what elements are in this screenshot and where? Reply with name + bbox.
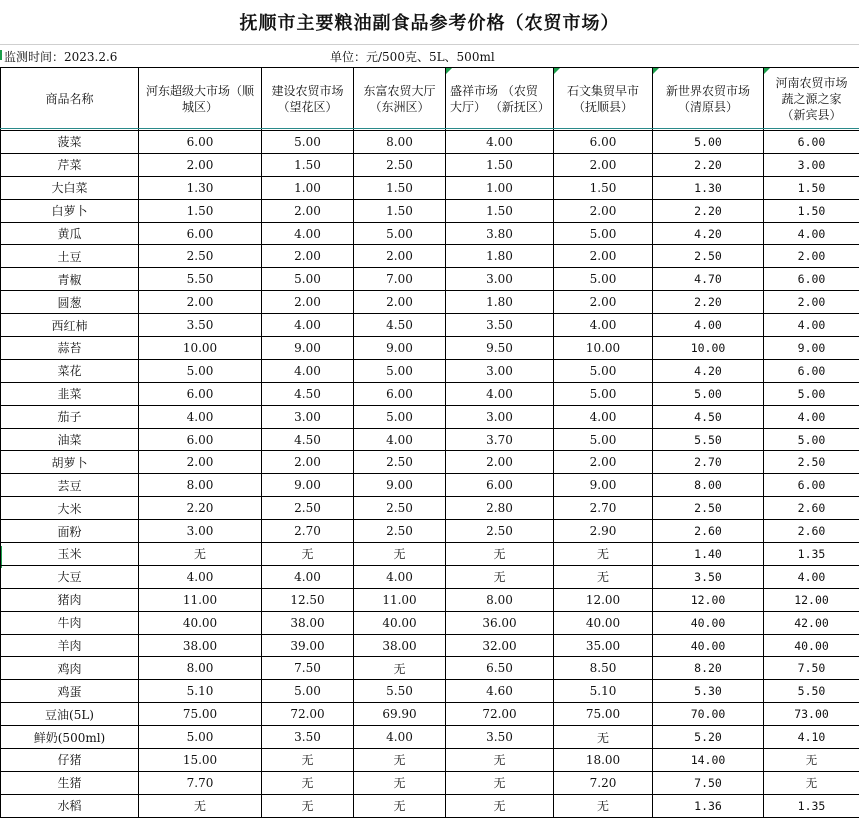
unit-label: 单位：元/500克、5L、500ml [330,50,495,64]
table-row [1,771,859,794]
price-cell: 2.00 [139,451,262,474]
price-cell: 3.00 [446,359,554,382]
price-cell: 40.00 [139,611,262,634]
table-row [1,199,859,222]
col-header-dongfu: 东富农贸大厅（东洲区） [354,68,446,131]
price-cell: 2.20 [653,153,764,176]
price-cell: 75.00 [139,703,262,726]
price-cell: 39.00 [262,634,354,657]
price-cell: 无 [554,543,653,566]
price-cell: 2.00 [554,199,653,222]
price-cell: 1.50 [262,153,354,176]
price-cell: 3.50 [446,314,554,337]
item-name-cell: 鲜奶(500ml) [1,726,139,749]
price-cell: 40.00 [653,611,764,634]
price-cell: 72.00 [262,703,354,726]
price-cell: 32.00 [446,634,554,657]
price-cell: 4.00 [262,314,354,337]
item-name-cell: 羊肉 [1,634,139,657]
price-cell: 11.00 [139,588,262,611]
price-cell: 无 [354,771,446,794]
price-cell: 5.00 [653,131,764,154]
item-name-cell: 大米 [1,497,139,520]
item-name-cell: 鸡蛋 [1,680,139,703]
table-row [1,382,859,405]
price-cell: 36.00 [446,611,554,634]
table-row [1,359,859,382]
price-cell: 无 [354,749,446,772]
price-cell: 40.00 [554,611,653,634]
price-cell: 7.50 [653,771,764,794]
price-cell: 2.60 [653,520,764,543]
price-cell: 3.00 [446,268,554,291]
col-header-xinshijie: 新世界农贸市场（清原县） [653,68,764,131]
price-cell: 8.50 [554,657,653,680]
price-cell: 8.00 [354,131,446,154]
price-cell: 18.00 [554,749,653,772]
price-cell: 4.00 [354,428,446,451]
price-cell: 4.00 [262,222,354,245]
col-header-henan: 河南农贸市场蔬之源之家（新宾县） [764,68,859,131]
price-cell: 2.00 [262,451,354,474]
price-cell: 72.00 [446,703,554,726]
price-cell: 无 [446,543,554,566]
price-cell: 5.00 [554,359,653,382]
price-cell: 10.00 [653,337,764,360]
price-cell: 40.00 [764,634,859,657]
table-row [1,474,859,497]
price-cell: 无 [764,749,859,772]
table-row [1,703,859,726]
item-name-cell: 土豆 [1,245,139,268]
price-cell: 7.50 [764,657,859,680]
price-cell: 6.00 [764,359,859,382]
header-rule [0,128,859,129]
price-cell: 4.00 [139,405,262,428]
price-cell: 8.00 [139,657,262,680]
price-cell: 40.00 [653,634,764,657]
price-cell: 2.50 [354,153,446,176]
item-name-cell: 西红柿 [1,314,139,337]
item-name-cell: 豆油(5L) [1,703,139,726]
price-cell: 2.50 [354,497,446,520]
price-cell: 9.00 [262,474,354,497]
price-cell: 1.00 [446,176,554,199]
item-name-cell: 芸豆 [1,474,139,497]
item-name-cell: 油菜 [1,428,139,451]
item-name-cell: 大豆 [1,565,139,588]
price-cell: 12.50 [262,588,354,611]
price-cell: 4.00 [354,565,446,588]
price-cell: 6.00 [139,131,262,154]
price-cell: 2.20 [139,497,262,520]
price-cell: 1.35 [764,794,859,817]
table-row [1,451,859,474]
price-cell: 2.50 [139,245,262,268]
item-name-cell: 韭菜 [1,382,139,405]
price-cell: 4.00 [354,726,446,749]
table-row [1,611,859,634]
item-name-cell: 茄子 [1,405,139,428]
price-cell: 1.80 [446,245,554,268]
price-cell: 1.50 [354,176,446,199]
price-cell: 2.50 [446,520,554,543]
table-row [1,153,859,176]
price-cell: 1.50 [764,176,859,199]
table-row [1,749,859,772]
price-cell: 无 [262,749,354,772]
price-cell: 5.00 [262,680,354,703]
price-cell: 6.00 [764,268,859,291]
price-cell: 1.00 [262,176,354,199]
price-cell: 5.10 [554,680,653,703]
price-cell: 2.00 [554,291,653,314]
item-name-cell: 玉米 [1,543,139,566]
table-row [1,222,859,245]
table-row [1,794,859,817]
price-cell: 2.50 [262,497,354,520]
price-cell: 无 [554,794,653,817]
price-cell: 1.50 [446,199,554,222]
price-cell: 1.80 [446,291,554,314]
price-cell: 9.00 [354,337,446,360]
price-cell: 15.00 [139,749,262,772]
price-cell: 5.00 [354,405,446,428]
price-cell: 14.00 [653,749,764,772]
item-name-cell: 面粉 [1,520,139,543]
price-cell: 1.50 [554,176,653,199]
price-cell: 9.00 [262,337,354,360]
price-cell: 7.20 [554,771,653,794]
price-cell: 3.50 [446,726,554,749]
price-cell: 1.36 [653,794,764,817]
price-cell: 11.00 [354,588,446,611]
item-name-cell: 菠菜 [1,131,139,154]
price-cell: 2.00 [262,199,354,222]
price-cell: 38.00 [354,634,446,657]
price-cell: 4.70 [653,268,764,291]
price-cell: 5.00 [554,268,653,291]
price-cell: 2.70 [653,451,764,474]
col-header-shiwen: 石文集贸早市（抚顺县） [554,68,653,131]
price-cell: 2.70 [554,497,653,520]
price-cell: 5.00 [262,131,354,154]
price-cell: 3.70 [446,428,554,451]
item-name-cell: 白萝卜 [1,199,139,222]
price-cell: 无 [354,794,446,817]
price-cell: 6.00 [139,428,262,451]
price-cell: 10.00 [554,337,653,360]
table-row [1,680,859,703]
price-cell: 6.00 [139,382,262,405]
col-header-name: 商品名称 [1,68,139,131]
price-cell: 2.70 [262,520,354,543]
col-header-shengxiang: 盛祥市场 （农贸大厅） （新抚区） [446,68,554,131]
price-cell: 5.00 [554,428,653,451]
price-cell: 4.20 [653,222,764,245]
price-cell: 5.20 [653,726,764,749]
price-cell: 2.50 [354,520,446,543]
price-cell: 2.00 [764,245,859,268]
table-row [1,245,859,268]
price-cell: 7.50 [262,657,354,680]
item-name-cell: 芹菜 [1,153,139,176]
price-cell: 无 [262,771,354,794]
table-row [1,314,859,337]
price-cell: 1.40 [653,543,764,566]
price-cell: 2.50 [764,451,859,474]
price-cell: 7.00 [354,268,446,291]
price-cell: 2.00 [139,153,262,176]
page-title: 抚顺市主要粮油副食品参考价格（农贸市场） [239,13,620,34]
price-cell: 无 [262,794,354,817]
price-cell: 12.00 [554,588,653,611]
price-cell: 4.00 [554,405,653,428]
price-cell: 4.00 [653,314,764,337]
table-row [1,131,859,154]
price-cell: 5.00 [764,428,859,451]
price-cell: 40.00 [354,611,446,634]
price-cell: 无 [446,749,554,772]
price-cell: 4.00 [446,382,554,405]
price-cell: 6.50 [446,657,554,680]
price-cell: 69.90 [354,703,446,726]
col-header-hedong: 河东超级大市场（顺城区） [139,68,262,131]
price-cell: 5.00 [653,382,764,405]
price-cell: 2.20 [653,199,764,222]
table-row [1,634,859,657]
price-cell: 4.20 [653,359,764,382]
price-cell: 4.00 [446,131,554,154]
price-cell: 无 [354,543,446,566]
price-cell: 5.30 [653,680,764,703]
price-cell: 2.90 [554,520,653,543]
price-cell: 9.00 [354,474,446,497]
monitor-date: 监测时间：2023.2.6 [4,50,118,64]
price-cell: 无 [139,543,262,566]
price-cell: 2.50 [354,451,446,474]
price-cell: 6.00 [354,382,446,405]
price-cell: 5.50 [653,428,764,451]
price-cell: 35.00 [554,634,653,657]
item-name-cell: 青椒 [1,268,139,291]
table-row [1,428,859,451]
price-cell: 3.50 [653,565,764,588]
price-cell: 5.10 [139,680,262,703]
price-cell: 6.00 [446,474,554,497]
price-cell: 2.00 [354,291,446,314]
table-row [1,543,859,566]
price-cell: 5.00 [764,382,859,405]
price-cell: 2.00 [262,291,354,314]
price-cell: 6.00 [764,131,859,154]
table-row [1,176,859,199]
table-row [1,337,859,360]
item-name-cell: 猪肉 [1,588,139,611]
price-cell: 1.30 [653,176,764,199]
price-cell: 12.00 [653,588,764,611]
item-name-cell: 牛肉 [1,611,139,634]
price-cell: 38.00 [139,634,262,657]
price-cell: 10.00 [139,337,262,360]
price-cell: 2.00 [139,291,262,314]
price-cell: 5.00 [139,726,262,749]
price-cell: 2.00 [262,245,354,268]
price-cell: 8.00 [139,474,262,497]
price-cell: 3.00 [262,405,354,428]
price-cell: 5.00 [554,222,653,245]
price-cell: 无 [139,794,262,817]
price-cell: 6.00 [554,131,653,154]
price-cell: 4.50 [354,314,446,337]
price-cell: 5.00 [354,359,446,382]
price-cell: 4.00 [262,565,354,588]
meta-row [0,44,859,68]
price-cell: 5.00 [554,382,653,405]
table-row [1,726,859,749]
price-cell: 4.00 [554,314,653,337]
price-cell: 3.50 [262,726,354,749]
item-name-cell: 生猪 [1,771,139,794]
price-cell: 6.00 [764,474,859,497]
price-cell: 2.60 [764,497,859,520]
price-cell: 42.00 [764,611,859,634]
table-row [1,268,859,291]
price-cell: 3.80 [446,222,554,245]
price-cell: 无 [354,657,446,680]
price-cell: 38.00 [262,611,354,634]
price-cell: 4.50 [262,428,354,451]
table-row [1,497,859,520]
price-cell: 9.50 [446,337,554,360]
price-cell: 4.10 [764,726,859,749]
price-cell: 2.50 [653,245,764,268]
price-cell: 4.00 [764,314,859,337]
price-cell: 无 [554,565,653,588]
price-cell: 1.50 [139,199,262,222]
price-cell: 5.00 [354,222,446,245]
price-cell: 2.20 [653,291,764,314]
price-cell: 8.20 [653,657,764,680]
item-name-cell: 水稻 [1,794,139,817]
item-name-cell: 大白菜 [1,176,139,199]
item-name-cell: 胡萝卜 [1,451,139,474]
price-cell: 2.00 [554,245,653,268]
price-cell: 1.35 [764,543,859,566]
price-cell: 2.60 [764,520,859,543]
price-cell: 5.00 [139,359,262,382]
price-cell: 8.00 [446,588,554,611]
price-cell: 7.70 [139,771,262,794]
table-row [1,565,859,588]
price-cell: 1.50 [764,199,859,222]
price-cell: 2.00 [764,291,859,314]
price-cell: 75.00 [554,703,653,726]
price-cell: 无 [446,794,554,817]
price-cell: 5.00 [262,268,354,291]
price-cell: 5.50 [354,680,446,703]
table-row [1,520,859,543]
price-cell: 73.00 [764,703,859,726]
price-cell: 1.50 [446,153,554,176]
price-cell: 1.50 [354,199,446,222]
table-row [1,588,859,611]
item-name-cell: 黄瓜 [1,222,139,245]
price-cell: 4.00 [262,359,354,382]
table-row [1,405,859,428]
item-name-cell: 蒜苔 [1,337,139,360]
price-cell: 2.80 [446,497,554,520]
item-name-cell: 圆葱 [1,291,139,314]
price-cell: 4.00 [764,565,859,588]
price-cell: 3.00 [139,520,262,543]
header-row [1,68,859,131]
price-cell: 无 [446,565,554,588]
price-cell: 1.30 [139,176,262,199]
price-cell: 8.00 [653,474,764,497]
price-cell: 4.50 [653,405,764,428]
cell-marker [0,50,2,60]
price-cell: 无 [446,771,554,794]
item-name-cell: 仔猪 [1,749,139,772]
col-header-jianshe: 建设农贸市场（望花区） [262,68,354,131]
price-cell: 6.00 [139,222,262,245]
price-cell: 2.00 [554,451,653,474]
price-cell: 2.00 [446,451,554,474]
price-cell: 3.00 [764,153,859,176]
price-cell: 3.50 [139,314,262,337]
price-table [0,67,859,818]
price-cell: 70.00 [653,703,764,726]
price-cell: 4.50 [262,382,354,405]
table-row [1,657,859,680]
price-cell: 无 [764,771,859,794]
price-cell: 9.00 [554,474,653,497]
price-cell: 4.00 [139,565,262,588]
price-cell: 5.50 [764,680,859,703]
price-cell: 4.00 [764,222,859,245]
table-row [1,291,859,314]
price-cell: 4.60 [446,680,554,703]
price-cell: 2.00 [354,245,446,268]
item-name-cell: 鸡肉 [1,657,139,680]
price-cell: 9.00 [764,337,859,360]
price-cell: 2.50 [653,497,764,520]
price-cell: 5.50 [139,268,262,291]
price-cell: 2.00 [554,153,653,176]
price-cell: 4.00 [764,405,859,428]
price-cell: 无 [262,543,354,566]
price-cell: 3.00 [446,405,554,428]
price-cell: 无 [554,726,653,749]
item-name-cell: 菜花 [1,359,139,382]
price-cell: 12.00 [764,588,859,611]
table-body [1,131,859,818]
